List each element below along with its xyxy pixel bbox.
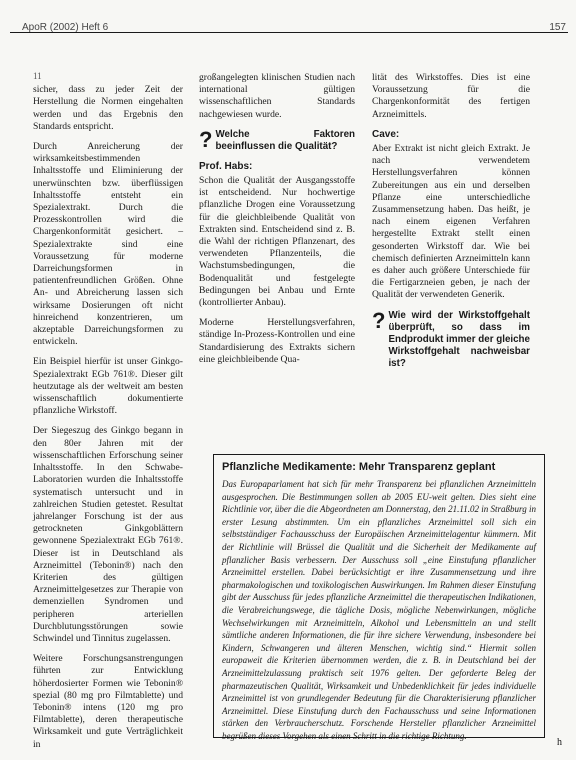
paragraph: lität des Wirkstoffes. Dies ist eine Voraussetzung für die Chargenkonformität des fertigen Arzneimittels. [372, 72, 530, 120]
paragraph: Aber Extrakt ist nicht gleich Extrakt. Je nach verwendetem Herstellungsverfahren können Zubereitungen aus ein und derselben Pflanze eine unterschiedliche Zusammensetzung haben. Das heißt, je nach einem eigenen Verfahren hergestellte Extrakt stellt einen gesonderten Wirkstoff dar. Wie bei chemisch definierten Arzneimitteln kann es daher auch größere Unterschiede für die Fertigarzneien geben, je nach der Qualität der verwendeten Generik. [372, 143, 530, 301]
speaker-label: Prof. Habs: [199, 160, 253, 172]
paragraph: Moderne Herstellungsverfahren, ständige In-Prozess-Kontrollen und eine Standardisierung des Extrakts sichern eine gleichbleibende Qua- [199, 317, 355, 365]
paragraph: Schon die Qualität der Ausgangsstoffe ist entscheidend. Nur hochwertige pflanzliche Drogen eine Voraussetzung für die gleichbleibende Qualität von Extrakten sind. Entscheidend sind z. B. die Wahl der richtigen Pflanzenart, des verwendeten Pflanzenteils, die Wachstumsbedingungen, die Bodenqualität und festgelegte Bedingungen bei Anbau und Ernte (kontrollierter Anbau). [199, 175, 355, 309]
question-text: Wie wird der Wirkstoffgehalt überprüft, so dass im Endprodukt immer der gleiche Wirkstoffgehalt nachweisbar ist? [388, 309, 530, 369]
question-text: Welche Faktoren beeinflussen die Qualität? [215, 128, 355, 152]
interview-question [372, 307, 530, 370]
column-right [372, 72, 530, 378]
paragraph: großangelegten klinischen Studien nach international gültigen wissenschaftlichen Standards nachgewiesen wurde. [199, 72, 355, 120]
paragraph: Durch Anreicherung der wirksamkeitsbestimmenden Inhaltsstoffe und Eliminierung der unerwünschten bzw. überflüssigen Inhaltsstoffe entsteht ein Spezialextrakt. Durch die Prozesskontrollen wird die Chargenkonformität gesichert. – Spezialextrakte sind eine Voraussetzung für moderne Darreichungsformen in patientenfreundlichen Größen. Ohne An- und Abreicherung lassen sich wirksame Dosierungen oft nicht hinreichend konzentrieren, um akzeptable Darreichungsformen zu entwickeln. [33, 141, 183, 348]
paragraph: Der Siegeszug des Ginkgo begann in den 80er Jahren mit der wissenschaftlichen Erforschung seiner Inhaltsstoffe. In den Schwabe-Laboratorien wurden die Inhaltsstoffe systematisch untersucht und in zahlreichen Studien getestet. Resultat jahrelanger Forschung ist der aus getrockneten Ginkgoblättern gewonnene Spezialextrakt EGb 761®. Dieser ist in Deutschland als Arzneimittel (Tebonin®) nach den Kriterien des gültigen Arzneimittelgesetzes zur Therapie von demenziellen Syndromen und peripheren arteriellen Durchblutungsstörungen sowie Schwindel und Tinnitus zugelassen. [33, 425, 183, 644]
page-header [10, 2, 568, 33]
info-box-text: Das Europaparlament hat sich für mehr Transparenz bei pflanzlichen Arzneimitteln ausgesprochen. Die Bestimmungen sollen ab 2005 EU-weit gelten. Dies sieht eine Richtlinie vor, über die die Abgeordneten am Donnerstag, den 21.11.02 in Straßburg in erster Lesung abstimmten. Um ein pflanzliches Arzneimittel soll sich ein selbstständiger Fachausschuss der Europäischen Arzneimittelagentur kümmern. Mit der Richtlinie will Brüssel die Qualität und die Sicherheit der Medikamente auf pflanzlicher Basis verbessern. Der Ausschuss soll „eine Einstufung pflanzlicher Arzneimittel erstellen. Dabei berücksichtigt er ihre Zusammensetzung und ihre pharmakologischen und toxikologischen Auswirkungen. Im Rahmen dieser Einstufung gibt der Ausschuss für jedes pflanzliche Arzneimittel die therapeutischen Indikationen, die Verabreichungswege, die tägliche Dosis, mögliche Nebenwirkungen, mögliche Wechselwirkungen mit Arzneimitteln, Alkohol und Lebensmitteln an und stellt sämtliche anderen Informationen, die für ihre sichere Verwendung, insbesondere bei Kindern, Schwangeren und älteren Menschen, wichtig sind.“ Hiermit sollen europaweit die Kriterien übernommen werden, die z. B. in Deutschland bei der Arzneimittelzulassung praktisch seit 1976 gelten. Der geforderte Beleg der pharmazeutischen Qualität, Wirksamkeit und Unbedenklichkeit für jedes individuelle Arzneimittel ist von grundlegender Bedeutung für die Charakterisierung pflanzlicher Arzneimittel. Diese Einstufung durch den Fachausschuss und seine Informationen stärken den Verbraucherschutz. Forschende Hersteller pflanzlicher Arzneimittel begrüßen dieses Vorgehen als einen Schritt in die richtige Richtung. [222, 479, 536, 741]
question-mark-icon: ? [372, 307, 386, 333]
footer-mark: h [557, 737, 562, 748]
question-mark-icon: ? [199, 126, 213, 152]
paragraph: Ein Beispiel hierfür ist unser Ginkgo-Spezialextrakt EGb 761®. Dieser gilt heutzutage als der weltweit am besten wissenschaftlich dokumentierte pflanzliche Wirkstoff. [33, 356, 183, 417]
info-box [213, 454, 545, 741]
column-fragment: 11 [33, 71, 42, 81]
paragraph: sicher, dass zu jeder Zeit der Herstellung die Normen eingehalten werden und das Ergebnis den Standards entspricht. [33, 84, 183, 132]
interview-question [199, 126, 355, 153]
column-left [33, 70, 183, 759]
paragraph: Weitere Forschungsanstrengungen führten zur Entwicklung höherdosierter Formen wie Tebonin® spezial (80 mg pro Filmtablette) und Tebonin® intens (120 mg pro Filmtablette), deren therapeutische Wirksamkeit und gute Verträglichkeit in [33, 653, 183, 750]
column-middle [199, 72, 355, 374]
speaker-label: Cave: [372, 128, 400, 140]
page-number: 157 [549, 22, 566, 33]
journal-citation: ApoR (2002) Heft 6 [22, 22, 109, 33]
info-box-title: Pflanzliche Medikamente: Mehr Transparenz geplant [222, 461, 496, 473]
